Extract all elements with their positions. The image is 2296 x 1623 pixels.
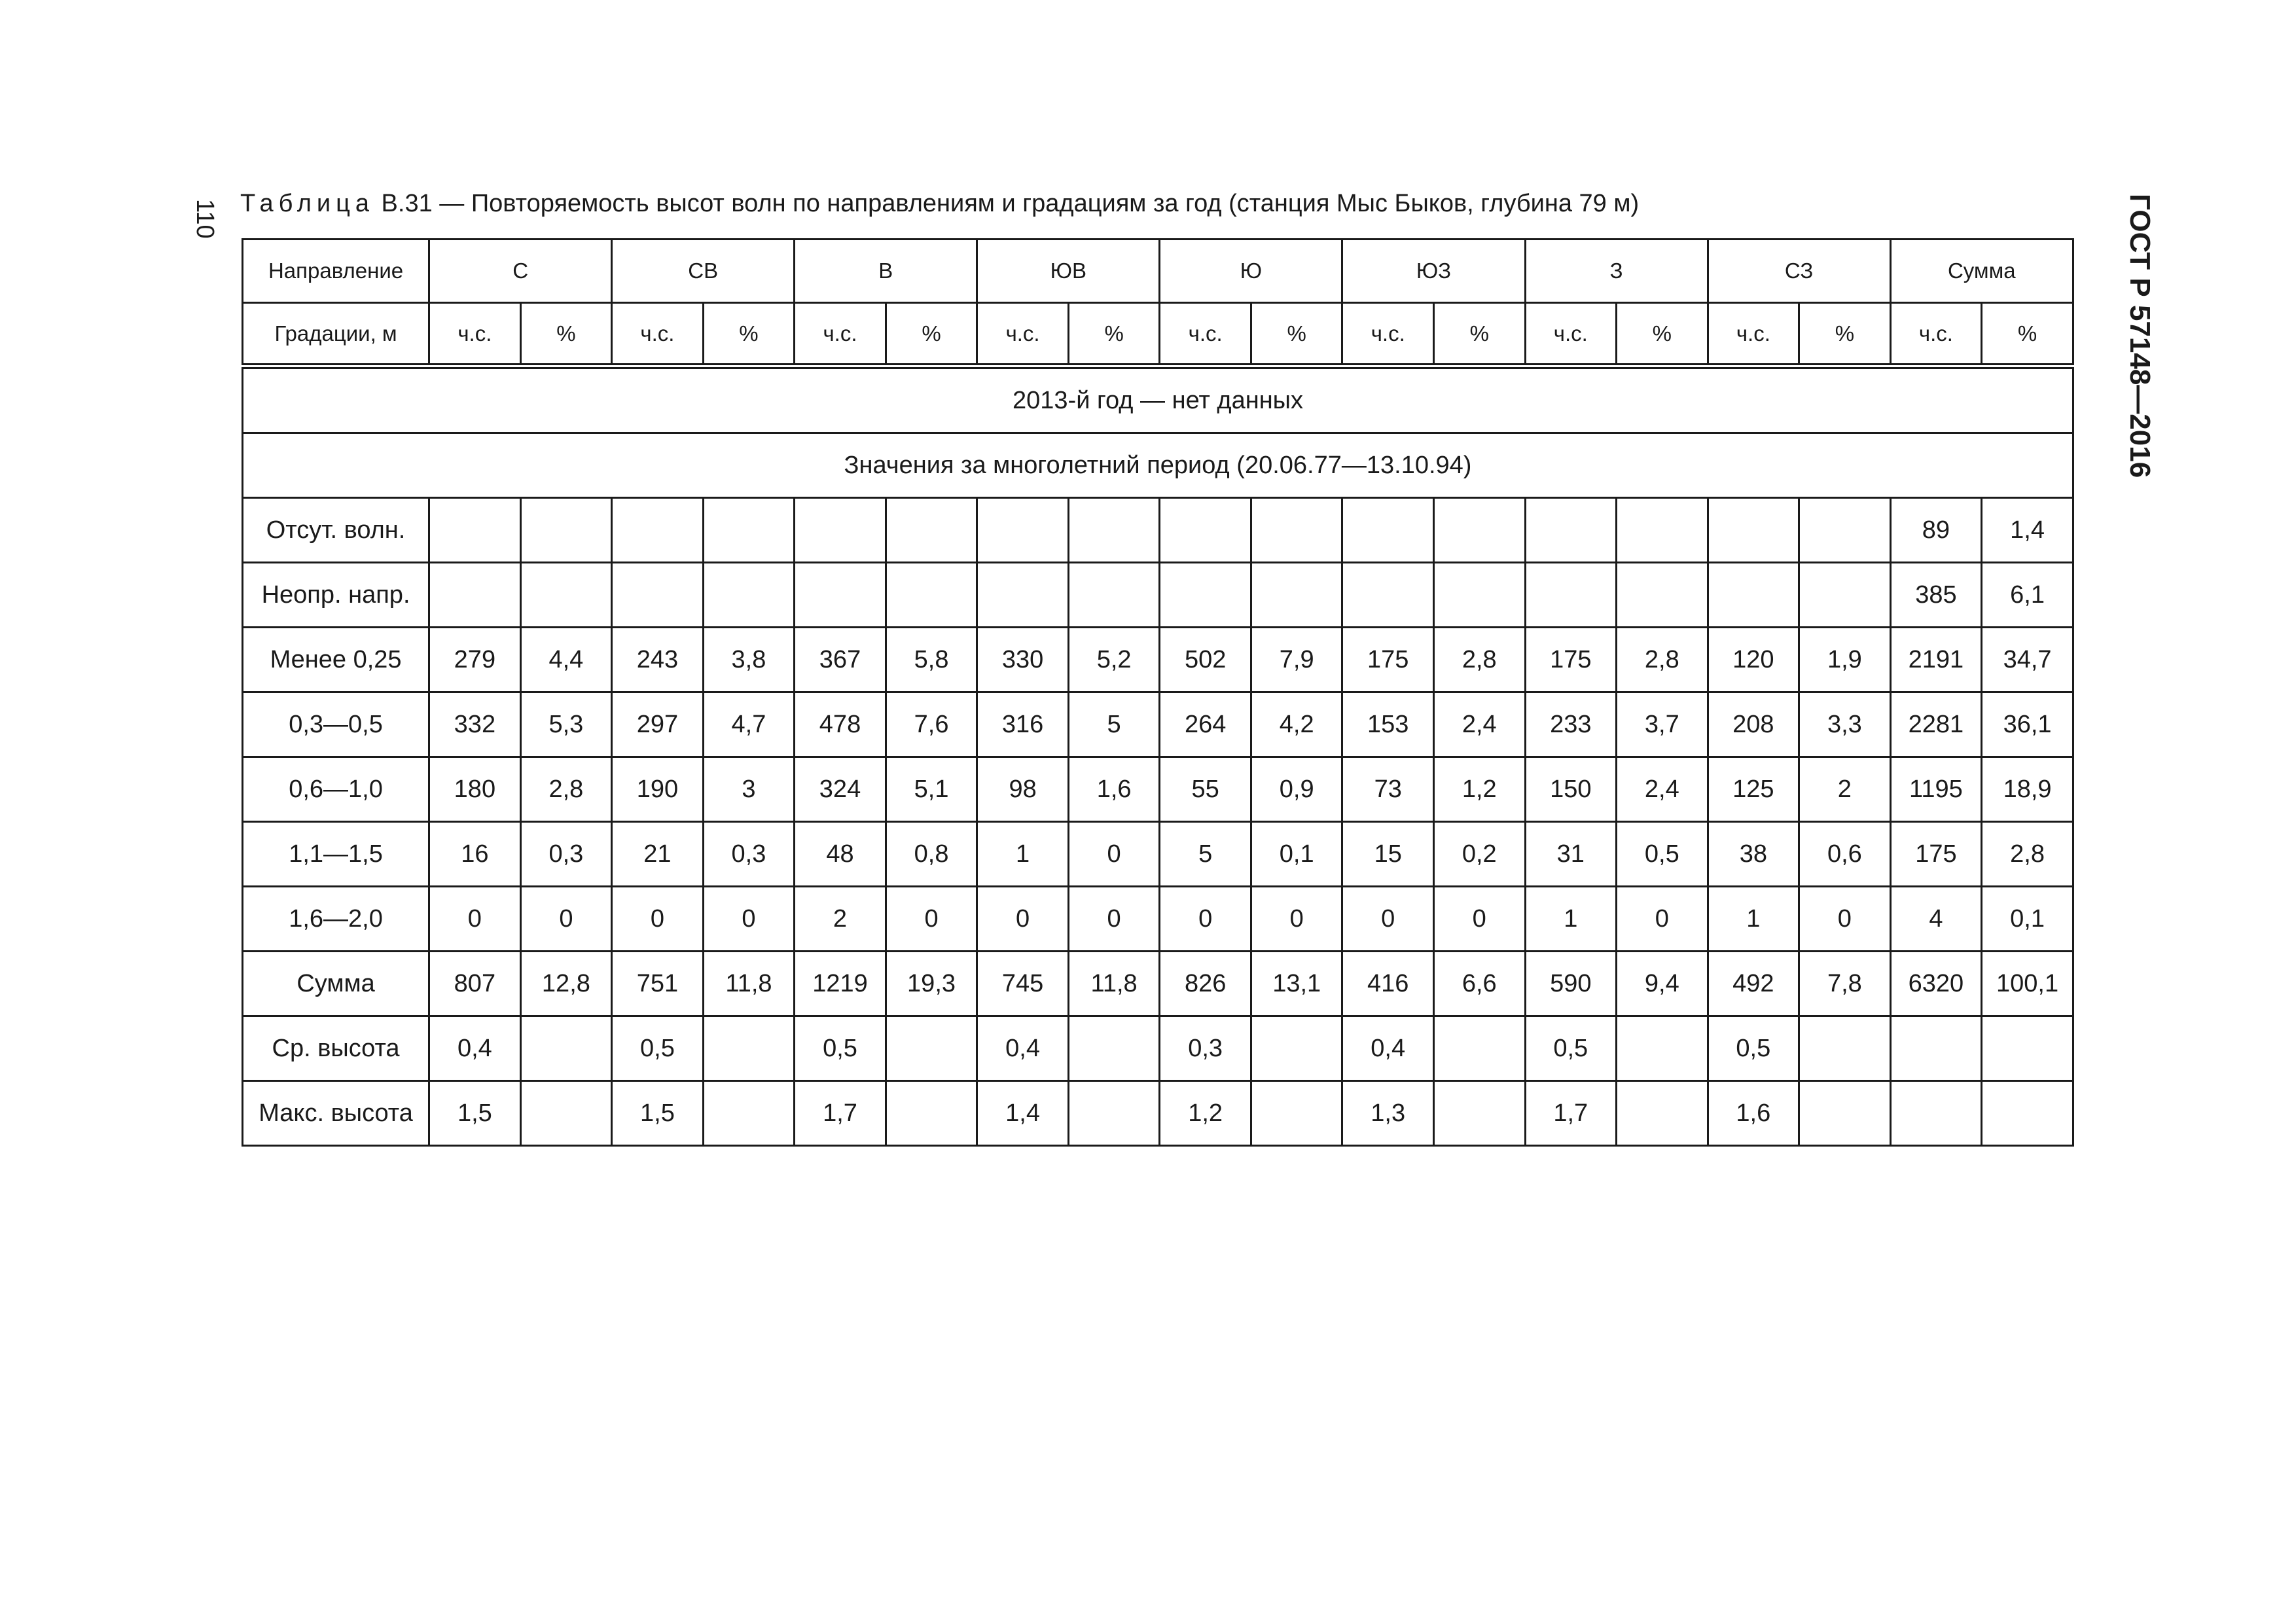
table-cell: 4,7 [703,692,795,757]
row-label: Макс. высота [243,1081,429,1146]
table-row [243,563,2073,628]
table-cell: 316 [977,692,1069,757]
table-cell [1799,1081,1891,1146]
unit-header-percent: % [1799,303,1891,366]
table-cell: 297 [612,692,704,757]
table-cell: 478 [795,692,886,757]
table-cell [520,1016,612,1081]
table-cell: 190 [612,757,704,822]
caption-label: Таблица [240,190,374,217]
table-cell: 0,3 [520,822,612,887]
unit-header-percent: % [1251,303,1342,366]
direction-header: С [429,240,612,303]
table-cell [703,1081,795,1146]
row-label: Менее 0,25 [243,628,429,692]
table-cell: 13,1 [1251,952,1342,1016]
row-label: Неопр. напр. [243,563,429,628]
table-cell: 2,4 [1433,692,1525,757]
table-cell: 2191 [1890,628,1982,692]
unit-header-count: ч.с. [1160,303,1251,366]
table-cell: 9,4 [1617,952,1708,1016]
table-cell [1890,1081,1982,1146]
table-cell: 0,9 [1251,757,1342,822]
direction-header: СВ [612,240,795,303]
table-cell: 2,4 [1617,757,1708,822]
table-cell: 18,9 [1982,757,2073,822]
row-label: Ср. высота [243,1016,429,1081]
table-cell: 332 [429,692,521,757]
header-row-units [243,303,2073,366]
table-cell [1982,1081,2073,1146]
table-cell: 150 [1525,757,1617,822]
direction-header: В [795,240,977,303]
table-row [243,1016,2073,1081]
table-cell: 153 [1342,692,1434,757]
table-cell: 0,1 [1982,887,2073,952]
direction-header: СЗ [1708,240,1890,303]
table-cell: 0 [429,887,521,952]
table-cell: 0,8 [886,822,977,887]
table-cell: 1,9 [1799,628,1891,692]
table-cell: 4,2 [1251,692,1342,757]
table-cell: 19,3 [886,952,977,1016]
table-cell: 0 [1342,887,1434,952]
table-cell [795,498,886,563]
table-cell: 5,3 [520,692,612,757]
table-cell [1342,563,1434,628]
unit-header-percent: % [1982,303,2073,366]
gradation-header-label: Градации, м [243,303,429,366]
table-cell [886,1081,977,1146]
table-cell: 0 [612,887,704,952]
table-cell [1160,498,1251,563]
note-2013: 2013-й год — нет данных [243,366,2073,433]
table-cell: 0 [886,887,977,952]
table-row [243,952,2073,1016]
unit-header-count: ч.с. [612,303,704,366]
table-cell [520,563,612,628]
table-cell [886,1016,977,1081]
row-label: Отсут. волн. [243,498,429,563]
table-cell: 11,8 [703,952,795,1016]
header-row-directions [243,240,2073,303]
table-cell: 2,8 [1617,628,1708,692]
table-cell: 1,2 [1433,757,1525,822]
table-cell: 807 [429,952,521,1016]
table-cell: 11,8 [1068,952,1160,1016]
table-cell: 324 [795,757,886,822]
table-cell: 826 [1160,952,1251,1016]
table-row [243,757,2073,822]
table-cell [1433,563,1525,628]
table-cell: 279 [429,628,521,692]
table-cell: 100,1 [1982,952,2073,1016]
table-cell: 5 [1068,692,1160,757]
table-cell [1799,563,1891,628]
table-cell: 175 [1890,822,1982,887]
unit-header-percent: % [886,303,977,366]
direction-header-label: Направление [243,240,429,303]
table-cell: 7,6 [886,692,977,757]
table-cell: 330 [977,628,1069,692]
caption-text: В.31 — Повторяемость высот волн по направлениям и градациям за год (станция Мыс Быков, глубина 79 м) [374,190,1640,217]
unit-header-percent: % [520,303,612,366]
table-cell [1251,563,1342,628]
table-cell: 1,6 [1068,757,1160,822]
table-cell: 6320 [1890,952,1982,1016]
table-cell: 120 [1708,628,1799,692]
table-cell [1890,1016,1982,1081]
table-cell: 0,2 [1433,822,1525,887]
table-cell [1068,563,1160,628]
table-cell [1068,498,1160,563]
unit-header-percent: % [1617,303,1708,366]
table-cell [1799,498,1891,563]
table-cell: 3,3 [1799,692,1891,757]
table-cell [1617,1081,1708,1146]
table-cell: 264 [1160,692,1251,757]
table-cell: 175 [1525,628,1617,692]
unit-header-count: ч.с. [1708,303,1799,366]
direction-header: З [1525,240,1708,303]
table-cell: 5,1 [886,757,977,822]
table-cell: 1219 [795,952,886,1016]
row-label: 1,6—2,0 [243,887,429,952]
table-row [243,1081,2073,1146]
table-cell: 0,4 [977,1016,1069,1081]
table-cell: 0,4 [1342,1016,1434,1081]
table-cell: 1,5 [612,1081,704,1146]
unit-header-percent: % [1068,303,1160,366]
table-cell: 0 [977,887,1069,952]
table-row [243,692,2073,757]
table-cell: 0,3 [1160,1016,1251,1081]
table-cell: 745 [977,952,1069,1016]
table-cell: 21 [612,822,704,887]
table-cell: 590 [1525,952,1617,1016]
table-cell [886,498,977,563]
table-cell: 0,3 [703,822,795,887]
table-cell: 2 [1799,757,1891,822]
table-cell: 180 [429,757,521,822]
table-cell [886,563,977,628]
table-cell [1068,1081,1160,1146]
table-cell [520,498,612,563]
table-cell: 1,4 [1982,498,2073,563]
row-label: 0,6—1,0 [243,757,429,822]
table-cell: 1,3 [1342,1081,1434,1146]
table-cell [1342,498,1434,563]
table-cell: 0,5 [1525,1016,1617,1081]
table-cell: 1,7 [1525,1081,1617,1146]
table-cell: 0,5 [1617,822,1708,887]
table-cell: 2,8 [1982,822,2073,887]
table-cell: 0 [520,887,612,952]
table-cell: 1 [1525,887,1617,952]
table-cell: 0 [1799,887,1891,952]
table-caption [240,187,2106,220]
table-cell: 243 [612,628,704,692]
table-row [243,628,2073,692]
table-cell: 98 [977,757,1069,822]
table-cell: 0 [1251,887,1342,952]
table-cell: 1,4 [977,1081,1069,1146]
table-cell: 0 [1617,887,1708,952]
table-cell: 0 [703,887,795,952]
table-cell [1799,1016,1891,1081]
row-label: 1,1—1,5 [243,822,429,887]
table-cell: 492 [1708,952,1799,1016]
table-cell: 1195 [1890,757,1982,822]
table-cell: 6,1 [1982,563,2073,628]
table-cell: 16 [429,822,521,887]
table-cell [1708,498,1799,563]
table-cell: 3,7 [1617,692,1708,757]
table-cell: 1 [977,822,1069,887]
table-cell: 34,7 [1982,628,2073,692]
table-cell [1617,1016,1708,1081]
table-cell [1251,1081,1342,1146]
table-row [243,887,2073,952]
table-cell [1433,1016,1525,1081]
table-cell [1708,563,1799,628]
row-label: Сумма [243,952,429,1016]
data-table-container [242,238,2074,1147]
table-cell [612,498,704,563]
table-cell [1433,498,1525,563]
table-cell [1251,498,1342,563]
table-cell [977,563,1069,628]
table-cell [1617,563,1708,628]
table-cell: 2281 [1890,692,1982,757]
table-cell: 208 [1708,692,1799,757]
unit-header-percent: % [1433,303,1525,366]
table-cell: 36,1 [1982,692,2073,757]
table-cell: 2,8 [520,757,612,822]
table-cell: 0,1 [1251,822,1342,887]
table-cell: 0,6 [1799,822,1891,887]
table-cell: 6,6 [1433,952,1525,1016]
table-cell: 3 [703,757,795,822]
direction-header: Сумма [1890,240,2073,303]
table-cell [1160,563,1251,628]
table-cell: 0 [1160,887,1251,952]
table-cell: 502 [1160,628,1251,692]
table-cell: 31 [1525,822,1617,887]
table-cell: 4,4 [520,628,612,692]
row-label: 0,3—0,5 [243,692,429,757]
table-cell: 89 [1890,498,1982,563]
table-cell [1251,1016,1342,1081]
unit-header-count: ч.с. [795,303,886,366]
table-cell: 0,5 [795,1016,886,1081]
unit-header-count: ч.с. [429,303,521,366]
table-cell: 751 [612,952,704,1016]
table-cell: 55 [1160,757,1251,822]
table-cell [612,563,704,628]
table-cell: 0,5 [612,1016,704,1081]
table-cell [1525,498,1617,563]
table-cell: 1 [1708,887,1799,952]
direction-header: ЮЗ [1342,240,1525,303]
table-cell [795,563,886,628]
table-cell: 125 [1708,757,1799,822]
table-cell [1525,563,1617,628]
table-cell: 416 [1342,952,1434,1016]
table-cell [703,563,795,628]
table-cell [977,498,1069,563]
table-cell: 5,2 [1068,628,1160,692]
table-cell [703,1016,795,1081]
document-code: ГОСТ Р 57148—2016 [2124,194,2156,478]
table-cell: 1,7 [795,1081,886,1146]
note-2013-row [243,366,2073,433]
table-cell: 385 [1890,563,1982,628]
table-cell: 175 [1342,628,1434,692]
table-cell: 48 [795,822,886,887]
unit-header-count: ч.с. [1525,303,1617,366]
table-cell [520,1081,612,1146]
table-cell: 0,4 [429,1016,521,1081]
note-period-row [243,433,2073,498]
page-number: 110 [191,199,219,239]
table-cell: 3,8 [703,628,795,692]
table-cell: 5 [1160,822,1251,887]
table-cell [1068,1016,1160,1081]
table-cell [703,498,795,563]
table-cell: 4 [1890,887,1982,952]
table-cell: 0 [1433,887,1525,952]
table-cell: 2 [795,887,886,952]
table-cell: 12,8 [520,952,612,1016]
table-cell: 1,6 [1708,1081,1799,1146]
table-cell [1433,1081,1525,1146]
table-cell: 1,5 [429,1081,521,1146]
table-cell [429,498,521,563]
table-cell: 1,2 [1160,1081,1251,1146]
unit-header-percent: % [703,303,795,366]
table-cell [1982,1016,2073,1081]
table-row [243,498,2073,563]
table-cell [1617,498,1708,563]
unit-header-count: ч.с. [977,303,1069,366]
table-cell: 7,8 [1799,952,1891,1016]
table-cell: 73 [1342,757,1434,822]
table-row [243,822,2073,887]
table-cell: 5,8 [886,628,977,692]
direction-header: ЮВ [977,240,1160,303]
table-cell: 233 [1525,692,1617,757]
table-cell: 0 [1068,822,1160,887]
wave-height-table [242,238,2074,1147]
table-cell: 15 [1342,822,1434,887]
unit-header-count: ч.с. [1342,303,1434,366]
table-cell: 2,8 [1433,628,1525,692]
table-cell [429,563,521,628]
table-cell: 0,5 [1708,1016,1799,1081]
note-period: Значения за многолетний период (20.06.77—13.10.94) [243,433,2073,498]
direction-header: Ю [1160,240,1342,303]
table-cell: 367 [795,628,886,692]
unit-header-count: ч.с. [1890,303,1982,366]
table-cell: 38 [1708,822,1799,887]
table-cell: 7,9 [1251,628,1342,692]
table-cell: 0 [1068,887,1160,952]
